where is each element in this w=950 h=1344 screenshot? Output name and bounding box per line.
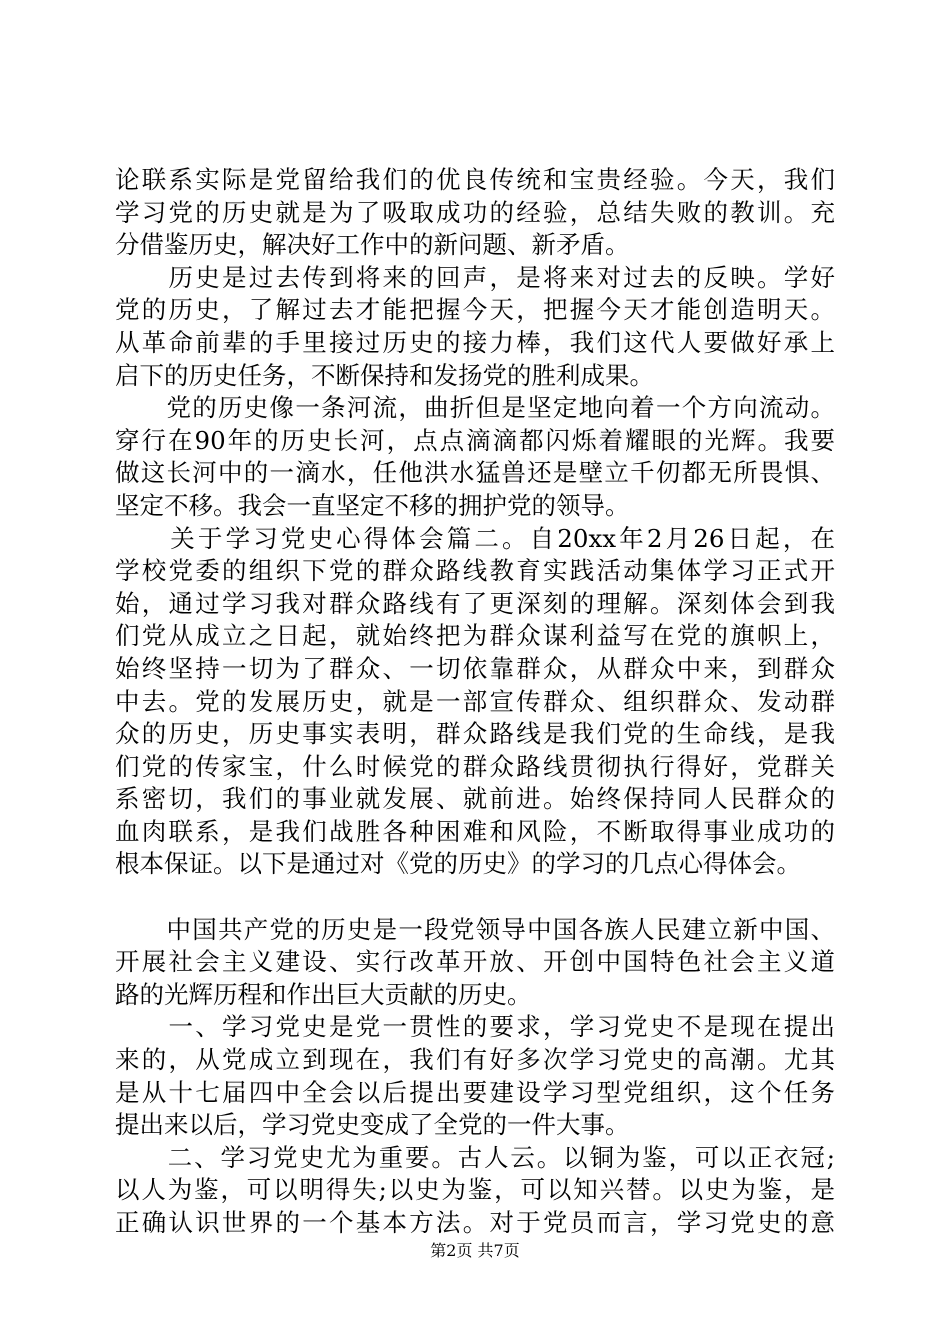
text-line: 党的历史像一条河流，曲折但是坚定地向着一个方向流动。 bbox=[115, 393, 835, 423]
page-number: 第2页 共7页 bbox=[430, 1241, 520, 1260]
text-line: 二、学习党史尤为重要。古人云。以铜为鉴，可以正衣冠; bbox=[115, 1142, 835, 1172]
text-line: 一、学习党史是党一贯性的要求，学习党史不是现在提出 bbox=[115, 1012, 835, 1042]
text-line: 论联系实际是党留给我们的优良传统和宝贵经验。今天，我们 bbox=[115, 165, 835, 194]
text-line: 中去。党的发展历史，就是一部宣传群众、组织群众、发动群 bbox=[115, 686, 835, 716]
text-line: 以人为鉴，可以明得失;以史为鉴，可以知兴替。以史为鉴，是 bbox=[115, 1175, 835, 1205]
paragraph bbox=[115, 914, 835, 1012]
text-line: 关于学习党史心得体会篇二。自20xx年2月26日起，在 bbox=[115, 523, 835, 553]
text-line: 系密切，我们的事业就发展、就前进。始终保持同人民群众的 bbox=[115, 784, 835, 814]
text-line: 历史是过去传到将来的回声，是将来对过去的反映。学好 bbox=[115, 262, 835, 292]
text-line: 路的光辉历程和作出巨大贡献的历史。 bbox=[115, 979, 532, 1009]
paragraph bbox=[115, 1011, 835, 1141]
text-line: 中国共产党的历史是一段党领导中国各族人民建立新中国、 bbox=[115, 914, 835, 944]
text-line: 们党从成立之日起，就始终把为群众谋利益写在党的旗帜上， bbox=[115, 621, 835, 651]
text-line: 学校党委的组织下党的群众路线教育实践活动集体学习正式开 bbox=[115, 556, 835, 586]
text-line: 来的，从党成立到现在，我们有好多次学习党史的高潮。尤其 bbox=[115, 1045, 835, 1075]
page-footer bbox=[0, 1241, 950, 1261]
text-line: 根本保证。以下是通过对《党的历史》的学习的几点心得体会。 bbox=[115, 849, 801, 879]
text-line: 众的历史，历史事实表明，群众路线是我们党的生命线，是我 bbox=[115, 719, 835, 749]
text-line: 做这长河中的一滴水，任他洪水猛兽还是壁立千仞都无所畏惧、 bbox=[115, 458, 835, 488]
text-line: 们党的传家宝，什么时候党的群众路线贯彻执行得好，党群关 bbox=[115, 751, 835, 781]
text-line: 正确认识世界的一个基本方法。对于党员而言，学习党史的意 bbox=[115, 1208, 835, 1237]
text-line: 始终坚持一切为了群众、一切依靠群众，从群众中来，到群众 bbox=[115, 653, 835, 683]
text-line: 学习党的历史就是为了吸取成功的经验，总结失败的教训。充 bbox=[115, 197, 835, 227]
document-body bbox=[115, 164, 835, 1240]
text-line: 开展社会主义建设、实行改革开放、开创中国特色社会主义道 bbox=[115, 947, 835, 977]
text-line: 从革命前辈的手里接过历史的接力棒，我们这代人要做好承上 bbox=[115, 327, 835, 357]
text-line: 坚定不移。我会一直坚定不移的拥护党的领导。 bbox=[115, 490, 630, 520]
text-line: 穿行在90年的历史长河，点点滴滴都闪烁着耀眼的光辉。我要 bbox=[115, 425, 835, 455]
paragraph bbox=[115, 164, 835, 262]
text-line: 始，通过学习我对群众路线有了更深刻的理解。深刻体会到我 bbox=[115, 588, 835, 618]
paragraph bbox=[115, 392, 835, 522]
text-line: 启下的历史任务，不断保持和发扬党的胜利成果。 bbox=[115, 360, 654, 390]
text-line: 提出来以后，学习党史变成了全党的一件大事。 bbox=[115, 1110, 630, 1140]
paragraph bbox=[115, 523, 835, 882]
paragraph bbox=[115, 262, 835, 392]
paragraph-gap bbox=[115, 881, 835, 914]
paragraph bbox=[115, 1142, 835, 1240]
text-line: 是从十七届四中全会以后提出要建设学习型党组织，这个任务 bbox=[115, 1077, 835, 1107]
text-line: 分借鉴历史，解决好工作中的新问题、新矛盾。 bbox=[115, 230, 630, 260]
text-line: 血肉联系，是我们战胜各种困难和风险，不断取得事业成功的 bbox=[115, 816, 835, 846]
text-line: 党的历史，了解过去才能把握今天，把握今天才能创造明天。 bbox=[115, 295, 835, 325]
